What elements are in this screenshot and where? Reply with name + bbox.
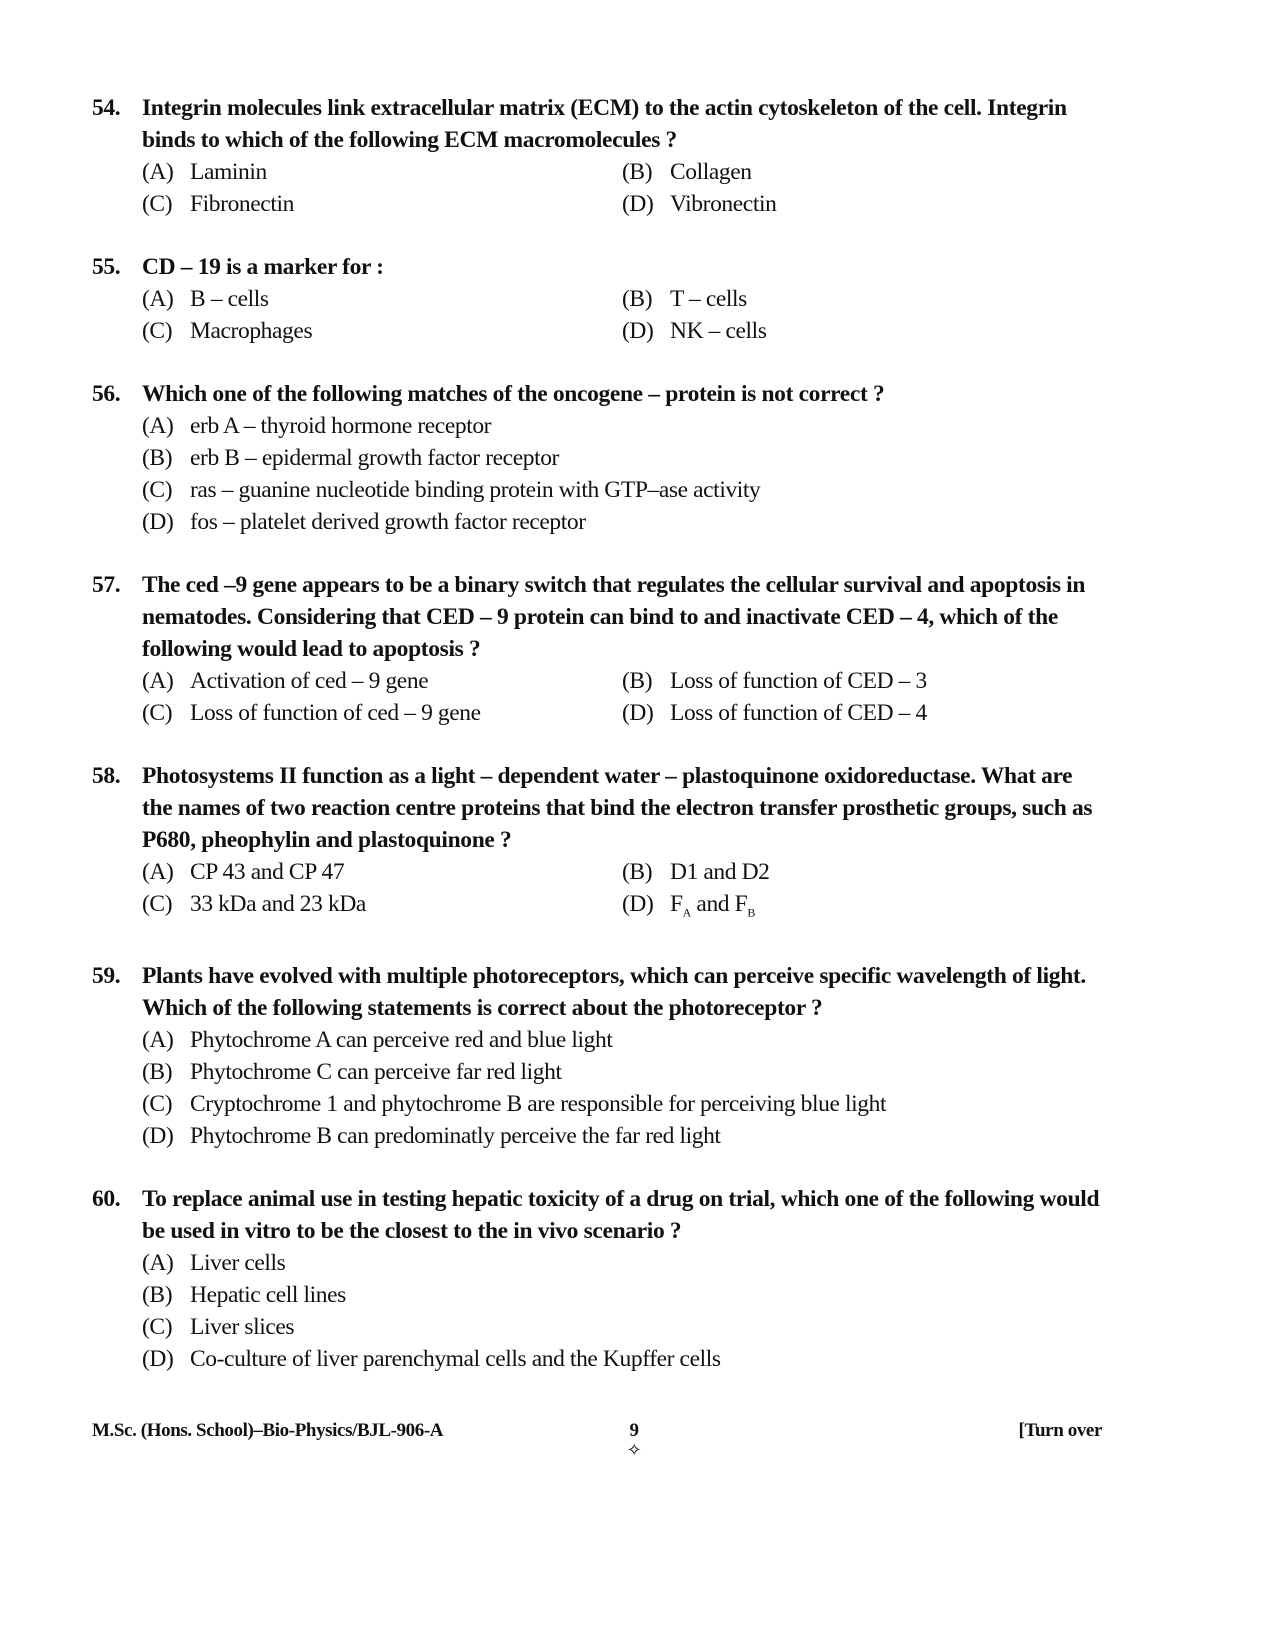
- option-c: (C) 33 kDa and 23 kDa: [142, 891, 366, 917]
- question-number: 54.: [92, 95, 121, 121]
- option-b: (B) D1 and D2: [622, 859, 770, 885]
- option-a: (A) Phytochrome A can perceive red and blue light: [142, 1026, 613, 1053]
- option-a: (A) CP 43 and CP 47: [142, 859, 345, 885]
- question-number: 55.: [92, 254, 121, 280]
- question-number: 57.: [92, 572, 121, 598]
- option-d: (D) Phytochrome B can predominatly perceive the far red light: [142, 1122, 721, 1149]
- question-text: Photosystems II function as a light – dependent water – plastoquinone oxidoreductase. What are the names of two reaction centre proteins that bind the electron transfer prosthetic groups, such as P680, pheophylin and plastoquinone ?: [142, 763, 1093, 853]
- question-text: Plants have evolved with multiple photoreceptors, which can perceive specific wavelength of light. Which of the following statements is correct about the photoreceptor ?: [142, 962, 1086, 1021]
- question-number: 60.: [92, 1185, 121, 1212]
- question-text: Integrin molecules link extracellular matrix (ECM) to the actin cytoskeleton of the cell. Integrin binds to which of the following ECM macromolecules ?: [142, 95, 1067, 153]
- option-b: (B) Phytochrome C can perceive far red light: [142, 1058, 562, 1085]
- option-d: (D) $F_A$ and $F_B$: [622, 891, 755, 920]
- option-c: (C) ras – guanine nucleotide binding protein with GTP–ase activity: [142, 477, 761, 503]
- option-d: (D) Co-culture of liver parenchymal cells and the Kupffer cells: [142, 1345, 721, 1372]
- question-55: [92, 251, 1102, 347]
- question-text: To replace animal use in testing hepatic toxicity of a drug on trial, which one of the following would be used in vitro to be the closest to the in vivo scenario ?: [142, 1185, 1100, 1244]
- option-c: (C) Cryptochrome 1 and phytochrome B are responsible for perceiving blue light: [142, 1090, 887, 1117]
- question-page: [92, 92, 1102, 1406]
- question-57: [92, 569, 1102, 729]
- option-a: (A) erb A – thyroid hormone receptor: [142, 413, 492, 439]
- options: [142, 156, 1102, 220]
- question-60: [92, 1183, 1102, 1375]
- paper-code: M.Sc. (Hons. School)–Bio-Physics/BJL-906-A: [92, 1420, 444, 1441]
- question-number: 56.: [92, 381, 121, 407]
- star-icon: ✧: [626, 1440, 642, 1460]
- option-b: (B) T – cells: [622, 286, 747, 312]
- options: [142, 1247, 1102, 1375]
- options: [142, 1024, 1102, 1152]
- options: [142, 856, 1102, 929]
- option-b: (B) Collagen: [622, 159, 752, 185]
- question-text: CD – 19 is a marker for :: [142, 254, 384, 280]
- question-number: 59.: [92, 962, 121, 989]
- question-number: 58.: [92, 763, 121, 789]
- option-c: (C) Fibronectin: [142, 191, 294, 217]
- option-d: (D) Loss of function of CED – 4: [622, 700, 927, 726]
- option-d: (D) NK – cells: [622, 318, 767, 344]
- turn-over-label: [Turn over: [1018, 1420, 1102, 1441]
- option-a: (A) Activation of ced – 9 gene: [142, 668, 429, 694]
- page-number: 9 ✧: [619, 1420, 649, 1458]
- question-text: The ced –9 gene appears to be a binary switch that regulates the cellular survival and apoptosis in nematodes. Considering that CED – 9 protein can bind to and inactivate CED – 4, which of the following would lead to apoptosis ?: [142, 572, 1086, 662]
- question-56: [92, 378, 1102, 538]
- option-a: (A) Liver cells: [142, 1249, 286, 1276]
- question-58: [92, 760, 1102, 929]
- option-b: (B) Loss of function of CED – 3: [622, 668, 927, 694]
- option-c: (C) Macrophages: [142, 318, 313, 344]
- option-b: (B) erb B – epidermal growth factor receptor: [142, 445, 559, 471]
- option-a: (A) Laminin: [142, 159, 267, 185]
- question-54: [92, 92, 1102, 220]
- options: [142, 410, 1102, 538]
- options: [142, 283, 1102, 347]
- question-text: Which one of the following matches of the oncogene – protein is not correct ?: [142, 381, 885, 407]
- option-d: (D) fos – platelet derived growth factor receptor: [142, 509, 586, 535]
- option-c: (C) Loss of function of ced – 9 gene: [142, 700, 481, 726]
- option-b: (B) Hepatic cell lines: [142, 1281, 346, 1308]
- option-a: (A) B – cells: [142, 286, 269, 312]
- page-footer: [92, 1420, 1102, 1460]
- options: [142, 665, 1102, 729]
- question-59: [92, 960, 1102, 1152]
- option-d: (D) Vibronectin: [622, 191, 777, 217]
- option-c: (C) Liver slices: [142, 1313, 295, 1340]
